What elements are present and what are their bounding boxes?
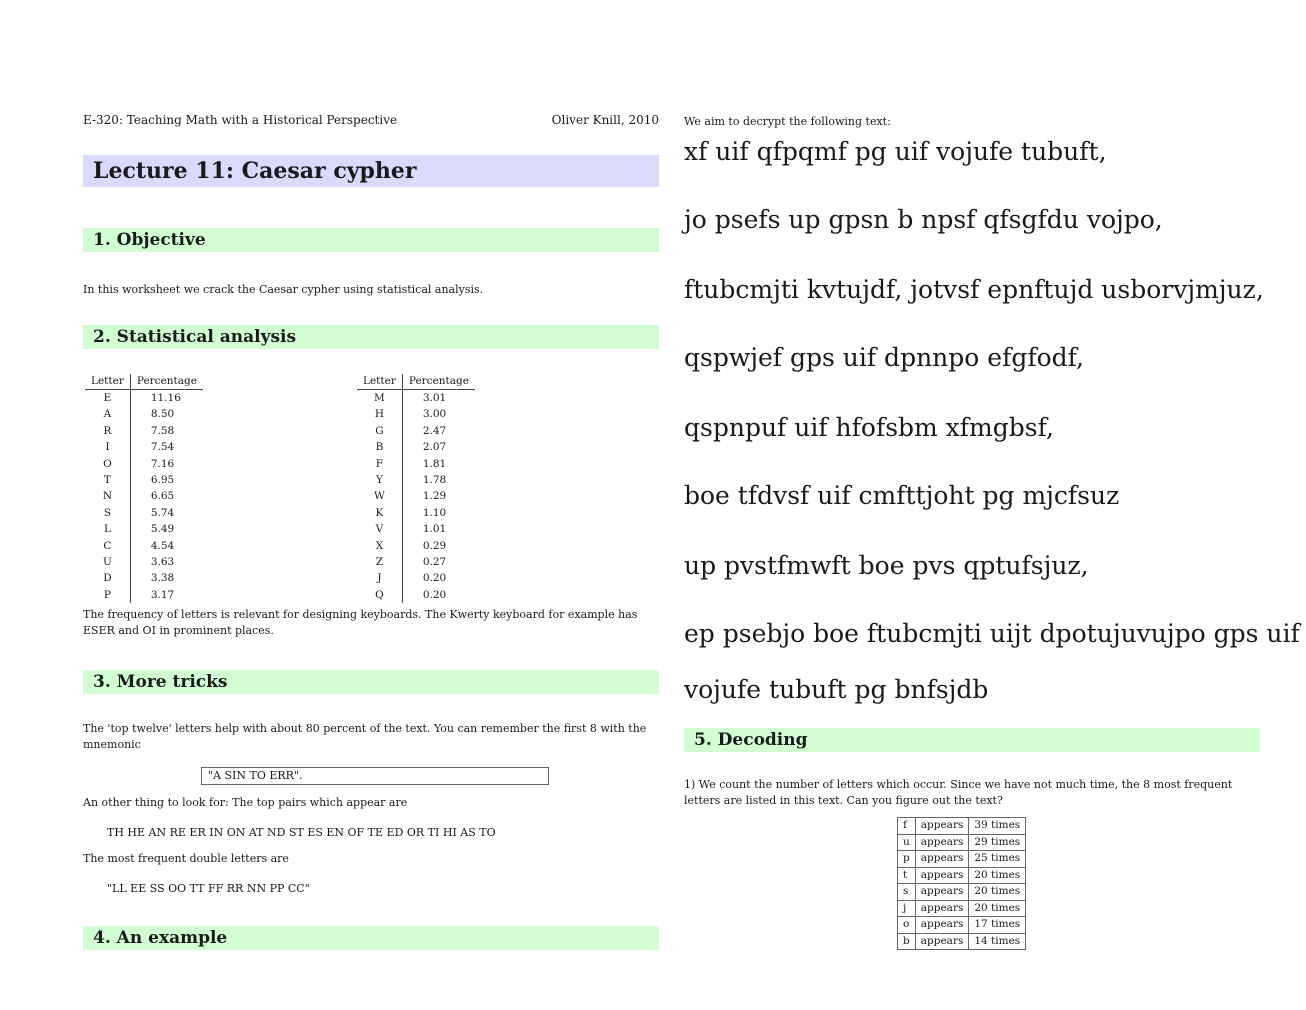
letter-cell: I [85,439,130,455]
letter-cell: V [357,521,402,537]
percentage-cell: 3.38 [150,572,175,585]
table-row [898,933,1026,950]
table-row [85,456,203,472]
letter-cell: F [357,456,402,472]
pairs-intro: An other thing to look for: The top pairs which appear are [83,796,408,809]
letter-cell: Q [357,587,402,603]
percentage-cell: 5.74 [150,506,175,519]
table-header-percentage: Percentage [402,374,475,390]
letter-cell: N [85,488,130,504]
table-row [85,570,203,586]
count-cell: 39 times [969,818,1026,835]
letter-cell: A [85,406,130,422]
appears-cell: appears [915,834,969,851]
table-header-letter: Letter [85,374,130,390]
section-objective-heading: 1. Objective [83,228,659,252]
cipher-line: vojufe tubuft pg bnfsjdb [684,675,989,704]
appears-cell: appears [915,867,969,884]
letter-cell: K [357,505,402,521]
table-row [898,917,1026,934]
table-row [85,554,203,570]
letter-cell: D [85,570,130,586]
cipher-line: up pvstfmwft boe pvs qptufsjuz, [684,551,1089,580]
cipher-line: qspwjef gps uif dpnnpo efgfodf, [684,343,1084,372]
top-pairs: TH HE AN RE ER IN ON AT ND ST ES EN OF TE ED OR TI HI AS TO [107,826,496,839]
double-letters: "LL EE SS OO TT FF RR NN PP CC" [107,882,310,895]
table-row [85,488,203,504]
letter-count-table [897,817,1026,950]
table-row [357,538,475,554]
section-tricks-heading: 3. More tricks [83,670,659,694]
page-header [83,113,659,127]
percentage-cell: 1.10 [422,506,447,519]
table-row [85,505,203,521]
frequency-table-left [85,374,203,603]
table-row [357,406,475,422]
count-cell: 20 times [969,900,1026,917]
table-row [85,406,203,422]
percentage-cell: 0.20 [422,588,447,601]
decoding-text: 1) We count the number of letters which occur. Since we have not much time, the 8 most frequent letters are listed in this text. Can you figure out the text? [684,778,1233,807]
cipher-line: jo psefs up gpsn b npsf qfsgfdu vojpo, [684,205,1163,234]
cipher-line: xf uif qfpqmf pg uif vojufe tubuft, [684,137,1107,166]
table-row [898,834,1026,851]
percentage-cell: 2.07 [422,441,447,454]
percentage-cell: 1.78 [422,474,447,487]
table-row [85,587,203,603]
letter-cell: U [85,554,130,570]
count-cell: 20 times [969,884,1026,901]
table-row [357,587,475,603]
letter-cell: u [898,834,916,851]
letter-cell: W [357,488,402,504]
count-cell: 14 times [969,933,1026,950]
percentage-cell: 0.20 [422,572,447,585]
percentage-cell: 2.47 [422,424,447,437]
percentage-cell: 11.16 [150,392,181,404]
table-row [85,439,203,455]
letter-cell: p [898,851,916,868]
percentage-cell: 6.95 [150,474,175,487]
percentage-cell: 1.01 [422,523,447,536]
section-statistical-heading: 2. Statistical analysis [83,325,659,349]
percentage-cell: 4.54 [150,539,175,552]
lecture-title: Lecture 11: Caesar cypher [83,155,659,187]
percentage-cell: 7.54 [150,441,175,454]
table-row [85,423,203,439]
author-date: Oliver Knill, 2010 [551,113,659,127]
appears-cell: appears [915,900,969,917]
table-row [357,423,475,439]
letter-cell: M [357,390,402,407]
cipher-line: ftubcmjti kvtujdf, jotvsf epnftujd usborvjmjuz, [684,275,1264,304]
letter-cell: L [85,521,130,537]
cipher-line: qspnpuf uif hfofsbm xfmgbsf, [684,413,1054,442]
letter-cell: P [85,587,130,603]
percentage-cell: 3.17 [150,588,175,601]
doubles-intro: The most frequent double letters are [83,852,289,865]
table-row [357,488,475,504]
count-cell: 29 times [969,834,1026,851]
appears-cell: appears [915,917,969,934]
table-row [357,570,475,586]
table-row [85,538,203,554]
letter-cell: t [898,867,916,884]
table-row [357,472,475,488]
count-cell: 20 times [969,867,1026,884]
appears-cell: appears [915,818,969,835]
table-row [898,867,1026,884]
table-row [85,521,203,537]
appears-cell: appears [915,933,969,950]
top-twelve-text: The 'top twelve' letters help with about 80 percent of the text. You can remember the first 8 with the mnemonic [83,722,647,751]
letter-cell: Z [357,554,402,570]
appears-cell: appears [915,851,969,868]
count-cell: 17 times [969,917,1026,934]
letter-cell: Y [357,472,402,488]
objective-text: In this worksheet we crack the Caesar cypher using statistical analysis. [83,283,484,296]
letter-cell: G [357,423,402,439]
letter-cell: o [898,917,916,934]
cipher-line: boe tfdvsf uif cmfttjoht pg mjcfsuz [684,481,1120,510]
percentage-cell: 0.29 [422,539,447,552]
table-header-letter: Letter [357,374,402,390]
table-row [357,390,475,407]
count-cell: 25 times [969,851,1026,868]
letter-cell: s [898,884,916,901]
table-row [357,439,475,455]
keyboard-text: The frequency of letters is relevant for designing keyboards. The Kwerty keyboard for example has ESER and OI in prominent places. [83,608,638,637]
mnemonic-box: "A SIN TO ERR". [201,767,549,785]
letter-cell: J [357,570,402,586]
percentage-cell: 0.27 [422,556,447,569]
table-row [85,390,203,407]
table-row [898,900,1026,917]
table-row [357,505,475,521]
letter-cell: S [85,505,130,521]
letter-cell: j [898,900,916,917]
section-decoding-heading: 5. Decoding [684,728,1260,752]
table-row [898,818,1026,835]
table-row [357,521,475,537]
table-row [85,472,203,488]
letter-cell: b [898,933,916,950]
table-row [898,851,1026,868]
letter-cell: X [357,538,402,554]
percentage-cell: 1.29 [422,490,447,503]
section-example-heading: 4. An example [83,926,659,950]
percentage-cell: 8.50 [150,408,175,421]
frequency-table-right [357,374,475,603]
percentage-cell: 1.81 [422,457,447,470]
percentage-cell: 5.49 [150,523,175,536]
percentage-cell: 3.01 [422,392,447,404]
percentage-cell: 3.00 [422,408,447,421]
table-row [898,884,1026,901]
letter-cell: f [898,818,916,835]
letter-cell: H [357,406,402,422]
letter-cell: B [357,439,402,455]
percentage-cell: 7.16 [150,457,175,470]
table-row [357,456,475,472]
appears-cell: appears [915,884,969,901]
percentage-cell: 3.63 [150,556,175,569]
percentage-cell: 7.58 [150,424,175,437]
letter-cell: O [85,456,130,472]
letter-cell: T [85,472,130,488]
letter-cell: R [85,423,130,439]
percentage-cell: 6.65 [150,490,175,503]
letter-cell: C [85,538,130,554]
table-row [357,554,475,570]
course-title: E-320: Teaching Math with a Historical Perspective [83,113,398,127]
cipher-line: ep psebjo boe ftubcmjti uijt dpotujuvujpo gps uif [684,619,1300,648]
decrypt-intro: We aim to decrypt the following text: [684,115,891,128]
table-header-percentage: Percentage [130,374,203,390]
letter-cell: E [85,390,130,407]
